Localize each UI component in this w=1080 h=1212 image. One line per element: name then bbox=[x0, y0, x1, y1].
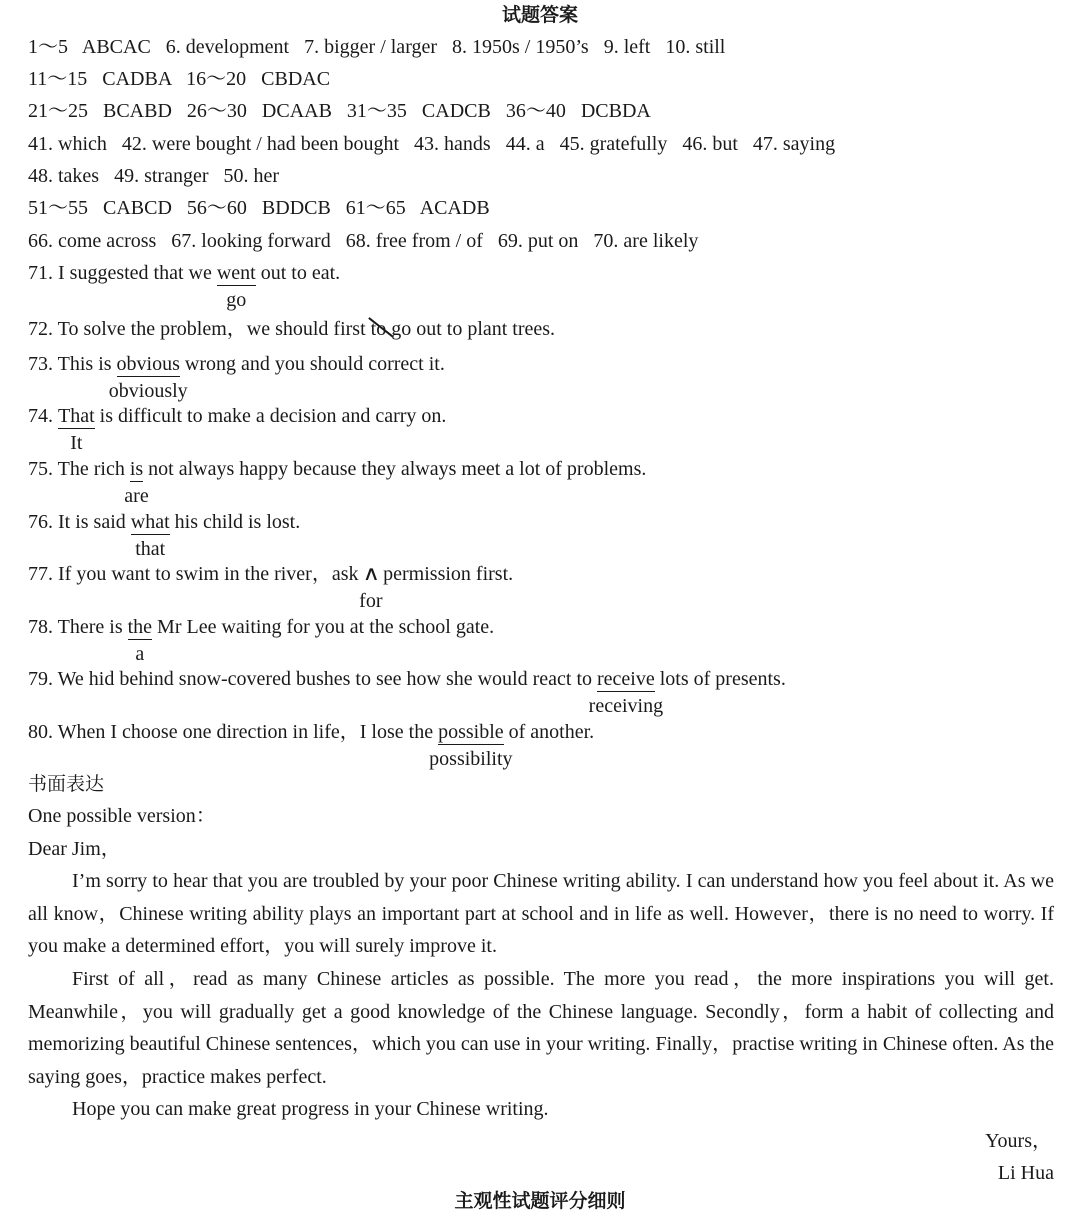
correction-text: 73. This is bbox=[28, 353, 117, 375]
wrong-word: went go bbox=[216, 262, 256, 311]
correction-text: 77. If you want to swim in the river，ask bbox=[28, 563, 364, 585]
correction-text: permission first. bbox=[378, 563, 514, 585]
correction-79 bbox=[28, 668, 786, 717]
correction-73 bbox=[28, 353, 445, 402]
page-title: 试题答案 bbox=[501, 4, 578, 26]
correction-text: 78. There is bbox=[28, 616, 128, 638]
correction-fix: are bbox=[124, 485, 149, 507]
correction-text: 75. The rich bbox=[28, 458, 130, 480]
correction-text: wrong and you should correct it. bbox=[179, 353, 445, 375]
letter-closing: Yours， bbox=[985, 1130, 1052, 1152]
correction-74 bbox=[28, 405, 447, 454]
correction-text: 71. I suggested that we bbox=[28, 262, 217, 284]
wrong-word: obvious obviously bbox=[117, 354, 180, 374]
answer-line-3: 21～25 BCABD 26～30 DCAAB 31～35 CADCB 36～40 DCBDA bbox=[28, 100, 651, 122]
wrong-word: receive receiving bbox=[597, 669, 655, 689]
answer-line-6: 51～55 CABCD 56～60 BDDCB 61～65 ACADB bbox=[28, 197, 490, 219]
answer-line-4: 41. which 42. were bought / had been bought 43. hands 44. a 45. gratefully 46. but 47. saying bbox=[28, 133, 836, 155]
answer-line-1: 1～5 ABCAC 6. development 7. bigger / larger 8. 1950s / 1950’s 9. left 10. still bbox=[28, 36, 726, 58]
correction-fix: receiving bbox=[588, 695, 664, 717]
writing-heading: 书面表达 bbox=[28, 773, 105, 795]
struck-word: to bbox=[371, 319, 387, 339]
wrong-word: possible possibility bbox=[438, 722, 504, 742]
correction-text: lots of presents. bbox=[654, 668, 786, 690]
correction-text: go out to plant trees. bbox=[386, 318, 556, 340]
correction-76 bbox=[28, 511, 301, 560]
correction-fix: obviously bbox=[108, 380, 188, 402]
correction-text: Mr Lee waiting for you at the school gate. bbox=[152, 616, 495, 638]
wrong-word: is are bbox=[130, 459, 143, 479]
correction-80 bbox=[28, 721, 595, 770]
correction-77 bbox=[28, 563, 514, 612]
correction-fix: It bbox=[70, 432, 83, 454]
answer-line-7: 66. come across 67. looking forward 68. free from / of 69. put on 70. are likely bbox=[28, 230, 699, 252]
correction-text: out to eat. bbox=[255, 262, 341, 284]
correction-78 bbox=[28, 616, 495, 665]
correction-text: 79. We hid behind snow-covered bushes to see how she would react to bbox=[28, 668, 598, 690]
letter-salutation: Dear Jim， bbox=[28, 838, 121, 860]
correction-text: 76. It is said bbox=[28, 511, 131, 533]
correction-fix: a bbox=[135, 643, 145, 665]
correction-fix: go bbox=[226, 289, 247, 311]
wrong-word: the a bbox=[127, 616, 153, 665]
letter-paragraph-2: First of all，read as many Chinese articles as possible. The more you read，the more inspirations you will get. Meanwhile，you will gradually get a good knowledge of the Chinese language. Secondly，form a habit of collecting and memorizing beautiful Chinese sentences，which you can use in your writing. Finally，practise writing in Chinese often. As the saying goes，practice makes perfect. bbox=[28, 968, 1054, 1088]
correction-75 bbox=[28, 458, 647, 507]
wrong-word: what that bbox=[130, 511, 170, 560]
wrong-word: That It bbox=[58, 405, 95, 454]
writing-intro: One possible version： bbox=[28, 805, 216, 827]
correction-text: 74. bbox=[28, 405, 58, 427]
correction-fix: that bbox=[135, 538, 166, 560]
correction-text: not always happy because they always meet a lot of problems. bbox=[143, 458, 647, 480]
correction-fix: possibility bbox=[429, 748, 513, 770]
correction-text: 80. When I choose one direction in life，I lose the bbox=[28, 721, 439, 743]
answer-line-2: 11～15 CADBA 16～20 CBDAC bbox=[28, 68, 331, 90]
correction-text: 72. To solve the problem，we should first bbox=[28, 318, 371, 340]
letter-paragraph-3: Hope you can make great progress in your Chinese writing. bbox=[72, 1098, 549, 1120]
correction-fix: for bbox=[359, 590, 383, 612]
footer-title: 主观性试题评分细则 bbox=[454, 1190, 626, 1212]
correction-text: is difficult to make a decision and carry on. bbox=[94, 405, 447, 427]
correction-71 bbox=[28, 262, 341, 311]
insertion-mark bbox=[359, 563, 383, 612]
correction-text: his child is lost. bbox=[169, 511, 301, 533]
correction-text: of another. bbox=[503, 721, 595, 743]
correction-72 bbox=[28, 319, 555, 339]
caret-icon: ∧ bbox=[362, 563, 380, 585]
letter-signature: Li Hua bbox=[997, 1162, 1054, 1184]
answer-line-5: 48. takes 49. stranger 50. her bbox=[28, 165, 280, 187]
letter-paragraph-1: I’m sorry to hear that you are troubled by your poor Chinese writing ability. I can understand how you feel about it. As we all know，Chinese writing ability plays an important part at school and in life as well. However，there is no need to worry. If you make a determined effort，you will surely improve it. bbox=[28, 870, 1054, 957]
